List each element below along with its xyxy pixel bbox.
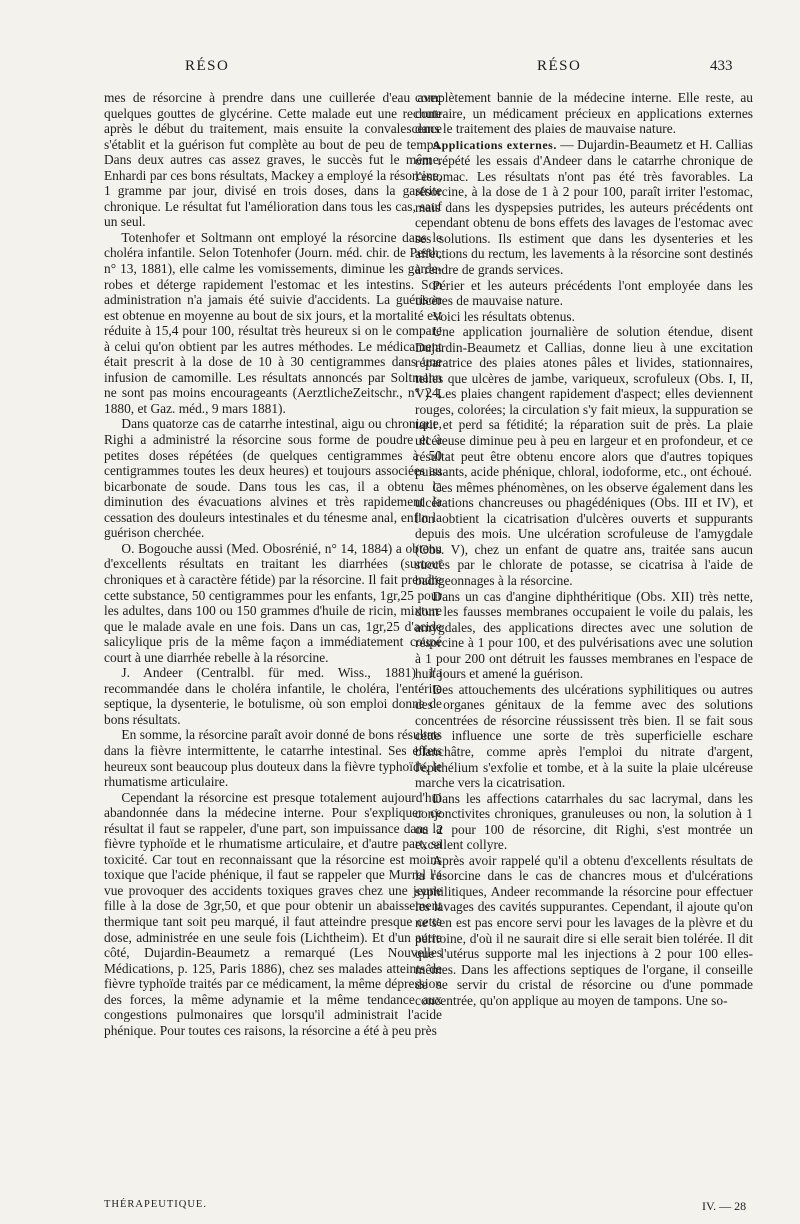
paragraph: Après avoir rappelé qu'il a obtenu d'excellents résultats de la résorcine dans le cas de chancres mous et d'ulcérations syphilitiques, Andeer recommande la résorcine pour effectuer les lavages des cavités suppurantes. Cependant, il ajoute qu'on ne s'en est pas encore servi pour les lavages de la plèvre et du péritoine, d'où il ne saurait dire si elle serait bien tolérée. Il dit que l'utérus supporte mal les injections à 2 pour 100 elles-mêmes. Dans les affections septiques de l'organe, il conseille de se servir du cristal de résorcine ou d'une pommade concentrée, qu'on applique au moyen de tampons. Une so- — [415, 852, 753, 1008]
paragraph: Une application journalière de solution étendue, disent Dujardin-Beaumetz et Callias, donne lieu à une excitation réparatrice des plaies atones pâles et livides, stationnaires, telles que ulcères de jambe, variqueux, scrofuleux (Obs. I, II, V). Les plaies changent rapidement d'aspect; elles deviennent rouges, colorées; la circulation s'y fait mieux, la suppuration se tarit et perd sa fétidité; la réparation suit de près. La plaie ulcéreuse diminue peu à peu en largeur et en profondeur, et ce résultat peut être obtenu encore alors que d'autres topiques puissants, acide phénique, chloral, iodoforme, etc., ont échoué. — [415, 324, 753, 480]
paragraph: Dans un cas d'angine diphthéritique (Obs. XII) très nette, dont les fausses membranes occupaient le voile du palais, les amygdales, des applications directes avec une solution de résorcine à 1 pour 100, et des pulvérisations avec une solution à 1 pour 200 ont détruit les fausses membranes en l'espace de huit jours et amené la guérison. — [415, 588, 753, 682]
section-heading: Applications externes. — [432, 137, 557, 152]
page-number: 433 — [710, 58, 733, 74]
footer-signature: THÉRAPEUTIQUE. — [104, 1199, 207, 1210]
section-paragraph — [415, 137, 753, 278]
paragraph: mes de résorcine à prendre dans une cuillerée d'eau avec quelques gouttes de glycérine. Cette malade eut une rechute après le début du traitement, mais ensuite la convalescence s'établit et la guérison fut complète au bout de peu de temps. Dans deux autres cas assez graves, le succès fut le même. Enhardi par ces bons résultats, Mackey a employé la résorcine, 1 gramme par jour, divisé en trois doses, dans la gastrite chronique. Le résultat fut l'amélioration dans tous les cas, sauf un seul. — [104, 90, 442, 230]
paragraph: Totenhofer et Soltmann ont employé la résorcine dans le choléra infantile. Selon Totenhofer (Journ. méd. chir. de Pesth, n° 13, 1881), elle calme les vomissements, diminue les garde-robes et déterge rapidement l'estomac et les intestins. Son administration n'a jamais été suivie d'accidents. La guérison est obtenue en moyenne au bout de six jours, et la mortalité est réduite à 15,4 pour 100, résultat très heureux si on le compare à celui qu'on obtient par les autres méthodes. Le médicament était prescrit à la dose de 10 à 30 centigrammes dans une infusion de camomille. Les résultats annoncés par Soltmann ne sont pas moins encourageants (AerztlicheZeitschr., n° 24, 1880, et Gaz. méd., 9 mars 1881). — [104, 229, 442, 416]
running-head-left: RÉSO — [185, 58, 230, 74]
paragraph: En somme, la résorcine paraît avoir donné de bons résultats dans la fièvre intermittente, le catarrhe intestinal. Ses effets heureux sont beaucoup plus douteux dans la fièvre typhoïde, le rhumatisme articulaire. — [104, 727, 442, 790]
left-column — [104, 90, 442, 1038]
paragraph: Dans quatorze cas de catarrhe intestinal, aigu ou chronique, Righi a administré la résorcine sous forme de poudre et à petites doses répétées (de quelques centigrammes à 50 centigrammes toutes les deux heures) et toujours associées au bicarbonate de soude. Dans tous les cas, il a obtenu la diminution des évacuations alvines et très rapidement la cessation des douleurs intestinales et du ténesme anal, enfin la guérison cherchée. — [104, 416, 442, 541]
paragraph: O. Bogouche aussi (Med. Obosrénié, n° 14, 1884) a obtenu d'excellents résultats en traitant les diarrhées (surtout chroniques et à caractère fétide) par la résorcine. Il fait prendre cette substance, 50 centigrammes pour les enfants, 1gr,25 pour les adultes, dans 100 ou 150 grammes d'huile de ricin, mixture que le malade avale en une fois. Dans un cas, 1gr,25 d'acide salicylique pris de la même façon a immédiatement coupé court à une diarrhée rebelle à la résorcine. — [104, 540, 442, 665]
paragraph: Des attouchements des ulcérations syphilitiques ou autres des organes génitaux de la femme avec des solutions concentrées de résorcine réussissent très bien. Il se fait sous cette influence une sorte de très superficielle eschare blanchâtre, comme après l'emploi du nitrate d'argent, l'épithélium s'exfolie et tombe, et à la suite la plaie ulcéreuse marche vers la cicatrisation. — [415, 681, 753, 791]
section-text: — Dujardin-Beaumetz et H. Callias ont répété les essais d'Andeer dans le catarrhe chronique de l'estomac. Les résultats n'ont pas été très favorables. La résorcine, à la dose de 1 à 2 pour 100, paraît irriter l'estomac, mais dans les dyspepsies putrides, les auteurs précédents ont cependant obtenu de bons effets des lavages de l'estomac avec ses solutions. Ils estiment que dans les dysenteries et les affections du rectum, les lavements à la résorcine sont destinés à rendre de grands services. — [415, 136, 753, 278]
paragraph: complètement bannie de la médecine interne. Elle reste, au contraire, un médicament précieux en applications externes dans le traitement des plaies de mauvaise nature. — [415, 90, 753, 137]
running-head-right: RÉSO — [537, 58, 582, 74]
paragraph: Voici les résultats obtenus. — [432, 308, 575, 324]
paragraph: Dans les affections catarrhales du sac lacrymal, dans les conjonctivites chroniques, granuleuses ou non, la solution à 1 ou 2 pour 100 de résorcine, dit Righi, s'est montrée un excellent collyre. — [415, 790, 753, 853]
paragraph: Périer et les auteurs précédents l'ont employée dans les ulcères de mauvaise nature. — [415, 277, 753, 309]
footer-volume-mark: IV. — 28 — [702, 1199, 747, 1213]
right-column — [415, 90, 753, 1008]
paragraph: J. Andeer (Centralbl. für med. Wiss., 1881) l'a recommandée dans le choléra infantile, le choléra, l'entérite septique, la dysenterie, le botulisme, où son emploi donne de bons résultats. — [104, 665, 442, 727]
paragraph: Ces mêmes phénomènes, on les observe également dans les ulcérations chancreuses ou phagédéniques (Obs. III et IV), et l'on obtient la cicatrisation d'ulcères ouverts et suppurants depuis des mois. Une ulcération scrofuleuse de l'amygdale (Obs. V), chez un enfant de quatre ans, traitée sans aucun succès par le chlorate de potasse, se cicatrisa à l'aide de badigeonnages à la résorcine. — [415, 479, 753, 588]
paragraph: Cependant la résorcine est presque totalement aujourd'hui abandonnée dans la médecine interne. Pour s'expliquer ce résultat il faut se rappeler, d'une part, son impuissance dans la fièvre typhoïde et le rhumatisme articulaire, et d'autre part, sa toxicité. Car tout en reconnaissant que la résorcine est moins toxique que l'acide phénique, il faut se rappeler que Murrel l'a vue provoquer des accidents toxiques graves chez une jeune fille à la dose de 3gr,50, et que pour obtenir un abaissement thermique tant soit peu marqué, il faut atteindre presque cette dose, administrée en une seule fois (Lichtheim). Et d'un autre côté, Dujardin-Beaumetz a remarqué (Les Nouvelles Médications, p. 125, Paris 1886), chez ses malades atteints de fièvre typhoïde traités par ce médicament, la même dépression des forces, la même adynamie et la même tendance aux congestions pulmonaires que lorsqu'il administrait l'acide phénique. Pour toutes ces raisons, la résorcine a été à peu près — [104, 789, 442, 1038]
